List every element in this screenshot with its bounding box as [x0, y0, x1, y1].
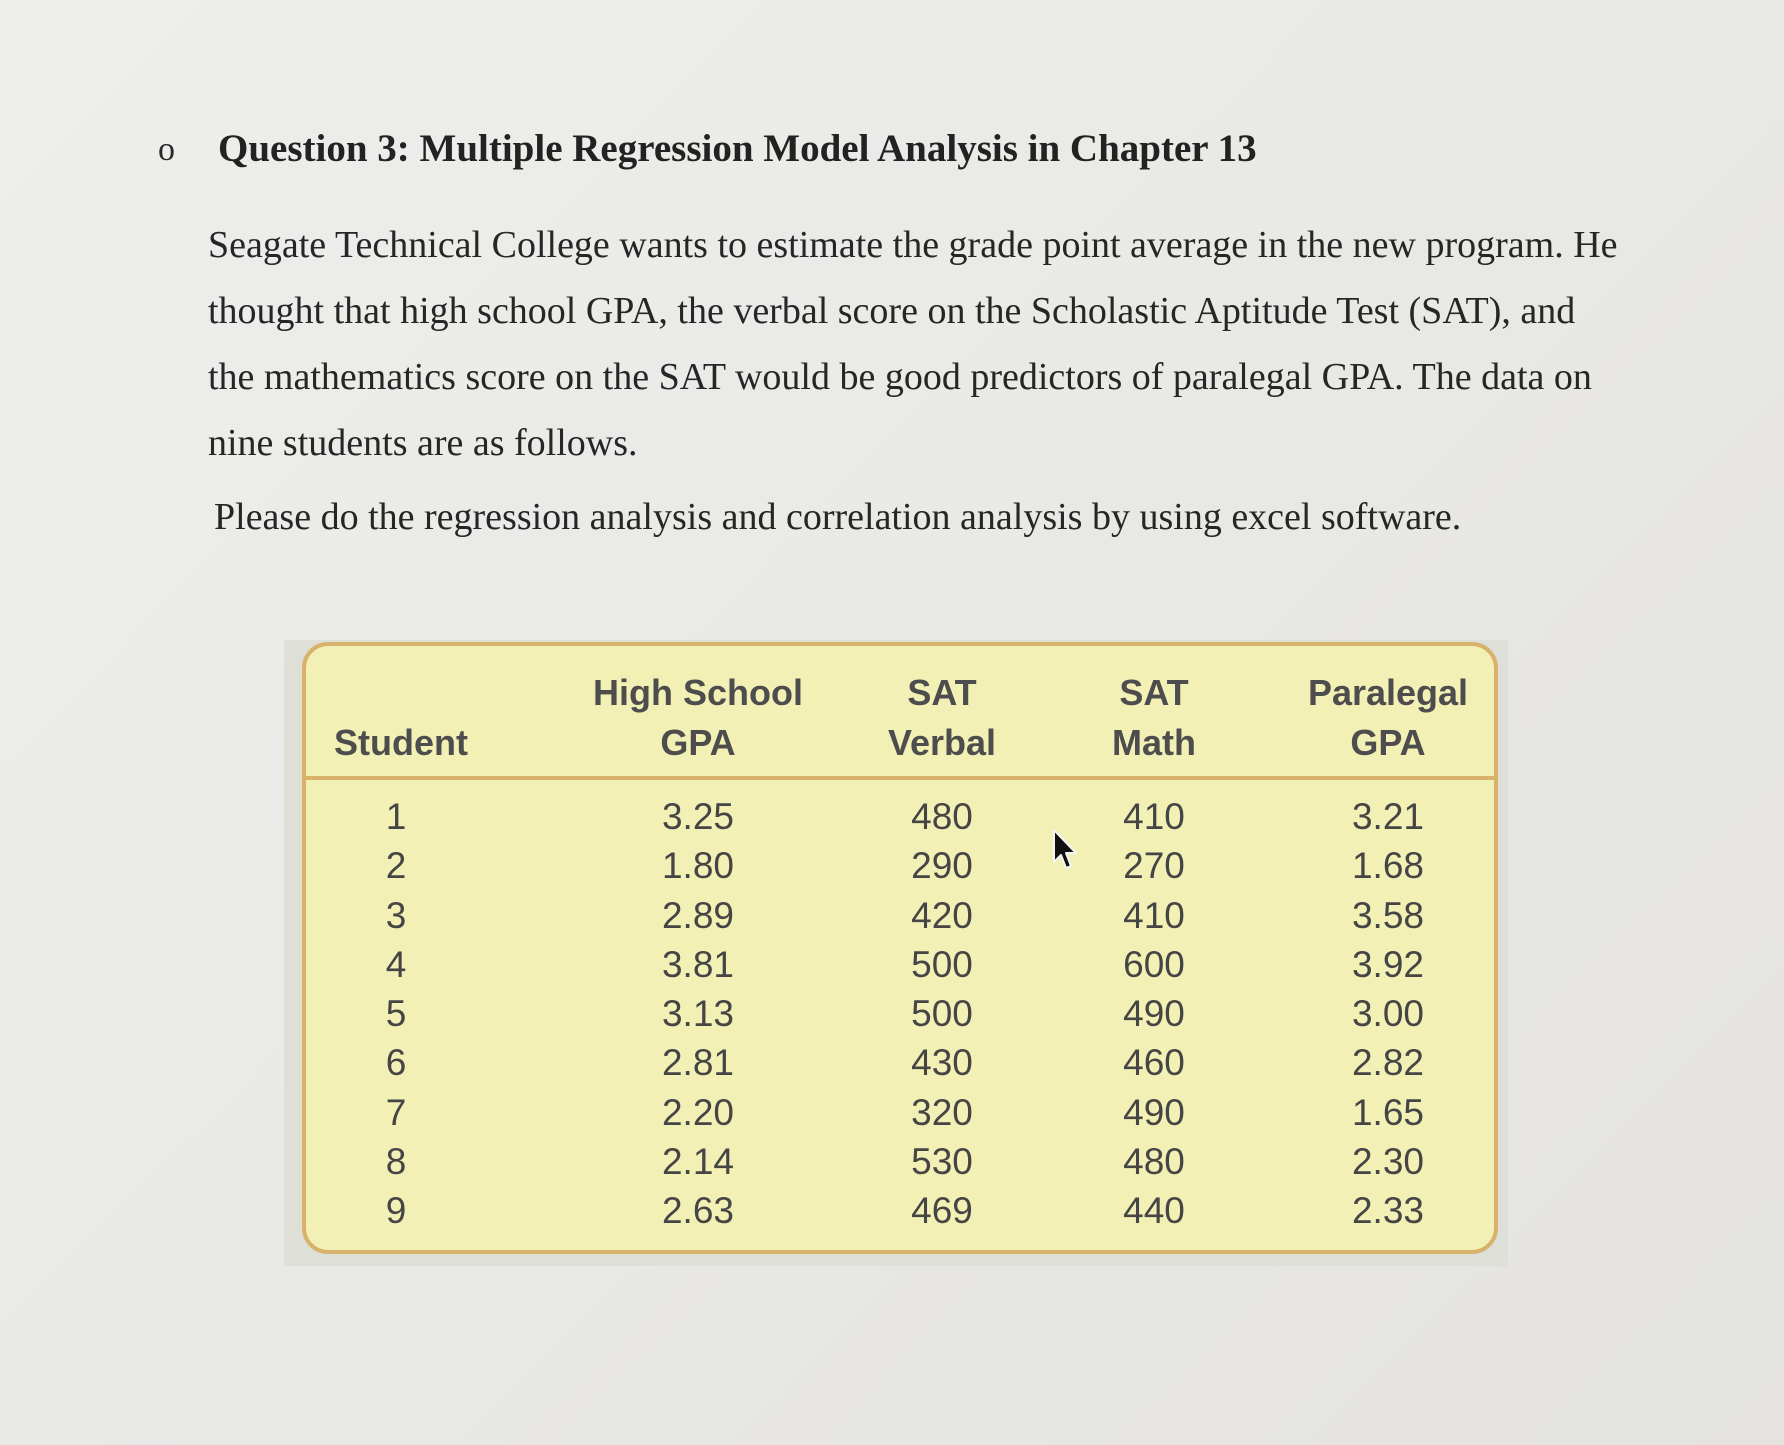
column-header-hs-gpa: [568, 668, 828, 768]
table-cell: 3: [385, 894, 407, 936]
student-column: [361, 792, 431, 1236]
table-cell: 2.30: [1351, 1141, 1424, 1183]
table-cell: 430: [911, 1042, 973, 1084]
table-cell: 490: [1123, 993, 1185, 1035]
table-cell: 7: [385, 1091, 407, 1133]
table-cell: 500: [911, 943, 973, 985]
header-line: High School: [593, 672, 803, 713]
table-cell: 469: [911, 1190, 973, 1232]
header-line: GPA: [660, 722, 736, 763]
table-cell: 5: [385, 993, 407, 1035]
table-cell: 320: [911, 1091, 973, 1133]
instruction-text: Please do the regression analysis and correlation analysis by using excel software.: [214, 496, 1462, 538]
paragraph-line: nine students are as follows.: [208, 422, 638, 464]
column-header-paralegal-gpa: [1288, 668, 1488, 768]
table-cell: 480: [1123, 1141, 1185, 1183]
paragraph-line: the mathematics score on the SAT would be good predictors of paralegal GPA. The data on: [208, 356, 1592, 398]
header-divider: [306, 776, 1494, 780]
table-cell: 410: [1123, 796, 1185, 837]
header-line: Verbal: [887, 722, 997, 763]
table-cell: 1: [385, 796, 407, 837]
table-cell: 440: [1123, 1190, 1185, 1232]
sat-verbal-column: [882, 792, 1002, 1236]
header-line: SAT: [907, 672, 977, 713]
table-cell: 3.81: [661, 943, 734, 985]
table-cell: 2.81: [661, 1042, 734, 1084]
table-cell: 420: [911, 894, 973, 936]
table-cell: 6: [385, 1042, 407, 1084]
table-cell: 2.33: [1351, 1190, 1424, 1232]
header-line: SAT: [1119, 672, 1189, 713]
table-cell: 1.65: [1351, 1091, 1424, 1133]
column-header-student: [306, 718, 496, 768]
column-header-sat-math: [1074, 668, 1234, 768]
table-cell: 500: [911, 993, 973, 1035]
table-cell: 270: [1123, 845, 1185, 887]
table-cell: 4: [385, 943, 407, 985]
table-cell: 3.00: [1351, 993, 1424, 1035]
header-line: Math: [1112, 722, 1196, 763]
table-cell: 2.20: [661, 1091, 734, 1133]
paralegal-gpa-column: [1318, 792, 1458, 1236]
table-cell: 3.92: [1351, 943, 1424, 985]
table-cell: 460: [1123, 1042, 1185, 1084]
question-paragraph: [208, 212, 1628, 476]
table-cell: 2.63: [661, 1190, 734, 1232]
table-cell: 3.58: [1351, 894, 1424, 936]
table-cell: 600: [1123, 943, 1185, 985]
table-cell: 1.80: [661, 845, 734, 887]
paragraph-line: thought that high school GPA, the verbal score on the Scholastic Aptitude Test (SAT), and: [208, 290, 1576, 332]
table-cell: 9: [385, 1190, 407, 1232]
table-cell: 290: [911, 845, 973, 887]
table-cell: 410: [1123, 894, 1185, 936]
table-cell: 2.89: [661, 894, 734, 936]
table-cell: 480: [911, 796, 973, 837]
table-cell: 3.21: [1351, 796, 1424, 837]
header-line: Paralegal: [1307, 672, 1469, 713]
table-cell: 2.14: [661, 1141, 734, 1183]
hs-gpa-column: [628, 792, 768, 1236]
table-cell: 2: [385, 845, 407, 887]
header-line: Student: [334, 722, 468, 763]
table-cell: 490: [1123, 1091, 1185, 1133]
header-line: GPA: [1350, 722, 1426, 763]
sat-math-column: [1094, 792, 1214, 1236]
table-cell: 8: [385, 1141, 407, 1183]
table-cell: 2.82: [1351, 1042, 1424, 1084]
paragraph-line: Seagate Technical College wants to estimate the grade point average in the new program. He: [208, 224, 1618, 266]
table-cell: 530: [911, 1141, 973, 1183]
student-data-table: [302, 642, 1498, 1254]
arrow-cursor-icon: [1050, 828, 1080, 872]
list-bullet: o: [158, 131, 175, 168]
table-cell: 1.68: [1351, 845, 1424, 887]
question-title: Question 3: Multiple Regression Model Analysis in Chapter 13: [218, 127, 1257, 170]
table-cell: 3.25: [661, 796, 734, 837]
table-cell: 3.13: [661, 993, 734, 1035]
column-header-sat-verbal: [862, 668, 1022, 768]
